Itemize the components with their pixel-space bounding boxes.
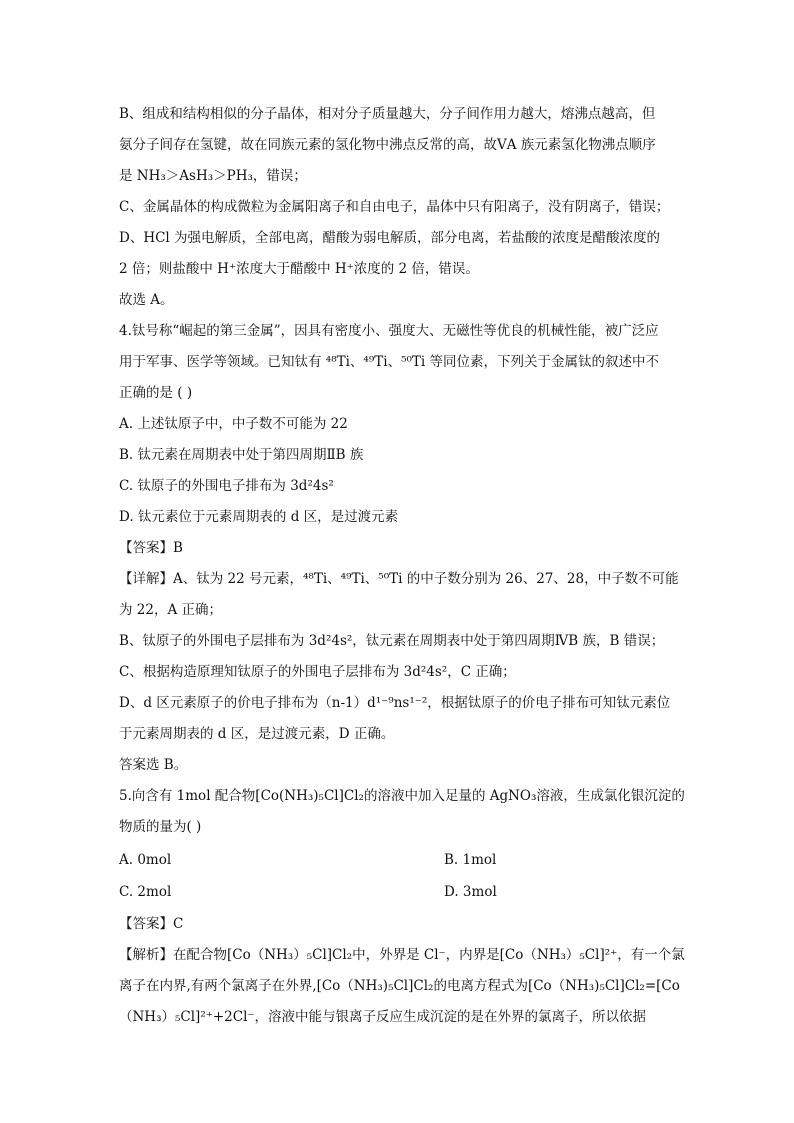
text-line: 离子在内界,有两个氯离子在外界,[Co（NH₃)₅Cl]Cl₂的电离方程式为[Co（NH₃)₅Cl]Cl₂=[Co [119, 978, 680, 994]
text-line: 是 NH₃＞AsH₃＞PH₃，错误； [119, 168, 307, 184]
text-line: B、组成和结构相似的分子晶体，相对分子质量越大，分子间作用力越大，熔沸点越高，但 [119, 106, 656, 122]
text-line: 正确的是 ( ) [119, 385, 193, 401]
text-line: 物质的量为( ) [119, 819, 202, 835]
text-line: 答案选 B。 [119, 757, 188, 773]
text-line: 4.钛号称“崛起的第三金属”，因具有密度小、强度大、无磁性等优良的机械性能，被广泛应 [119, 323, 659, 339]
text-line: 故选 A。 [119, 292, 174, 308]
text-line: A. 上述钛原子中，中子数不可能为 22 [119, 416, 348, 432]
text-line: C. 2mol [119, 884, 172, 900]
text-line: 5.向含有 1mol 配合物[Co(NH₃)₅Cl]Cl₂的溶液中加入足量的 AgNO₃溶液，生成氯化银沉淀的 [119, 788, 685, 804]
text-line: 【答案】B [119, 540, 183, 556]
text-line: B、钛原子的外围电子层排布为 3d²4s²，钛元素在周期表中处于第四周期ⅣB 族，B 错误； [119, 633, 665, 649]
text-line: D. 钛元素位于元素周期表的 d 区，是过渡元素 [119, 509, 399, 525]
text-line: C、根据构造原理知钛原子的外围电子层排布为 3d²4s²，C 正确； [119, 664, 516, 680]
option-right: D. 3mol [444, 884, 497, 900]
text-line: 【答案】C [119, 916, 184, 932]
text-line: C. 钛原子的外围电子排布为 3d²4s² [119, 478, 334, 494]
text-line: C、金属晶体的构成微粒为金属阳离子和自由电子，晶体中只有阳离子，没有阴离子，错误； [119, 199, 670, 215]
text-line: 【详解】A、钛为 22 号元素，⁴⁸Ti、⁴⁹Ti、⁵⁰Ti 的中子数分别为 26、27、28，中子数不可能 [119, 571, 679, 587]
option-right: B. 1mol [444, 852, 497, 868]
text-line: D、HCl 为强电解质，全部电离，醋酸为弱电解质，部分电离，若盐酸的浓度是醋酸浓度的 [119, 230, 661, 246]
text-line: 2 倍；则盐酸中 H⁺浓度大于醋酸中 H⁺浓度的 2 倍，错误。 [119, 261, 479, 277]
text-line: 为 22，A 正确； [119, 602, 223, 618]
text-line: 用于军事、医学等领域。已知钛有 ⁴⁸Ti、⁴⁹Ti、⁵⁰Ti 等同位素，下列关于金属钛的叙述中不 [119, 354, 660, 370]
text-line: D、d 区元素原子的价电子排布为（n-1）d¹⁻⁹ns¹⁻²，根据钛原子的价电子排布可知钛元素位 [119, 695, 671, 711]
text-line: A. 0mol [119, 852, 172, 868]
text-line: 氨分子间存在氢键，故在同族元素的氢化物中沸点反常的高，故ⅤA 族元素氢化物沸点顺序 [119, 137, 656, 153]
text-line: B. 钛元素在周期表中处于第四周期ⅡB 族 [119, 447, 364, 463]
text-line: （NH₃）₅Cl]²⁺+2Cl⁻，溶液中能与银离子反应生成沉淀的是在外界的氯离子，所以依据 [119, 1009, 647, 1025]
text-line: 【解析】在配合物[Co（NH₃）₅Cl]Cl₂中，外界是 Cl⁻，内界是[Co（NH₃）₅Cl]²⁺，有一个氯 [119, 947, 685, 963]
text-line: 于元素周期表的 d 区，是过渡元素，D 正确。 [119, 726, 395, 742]
